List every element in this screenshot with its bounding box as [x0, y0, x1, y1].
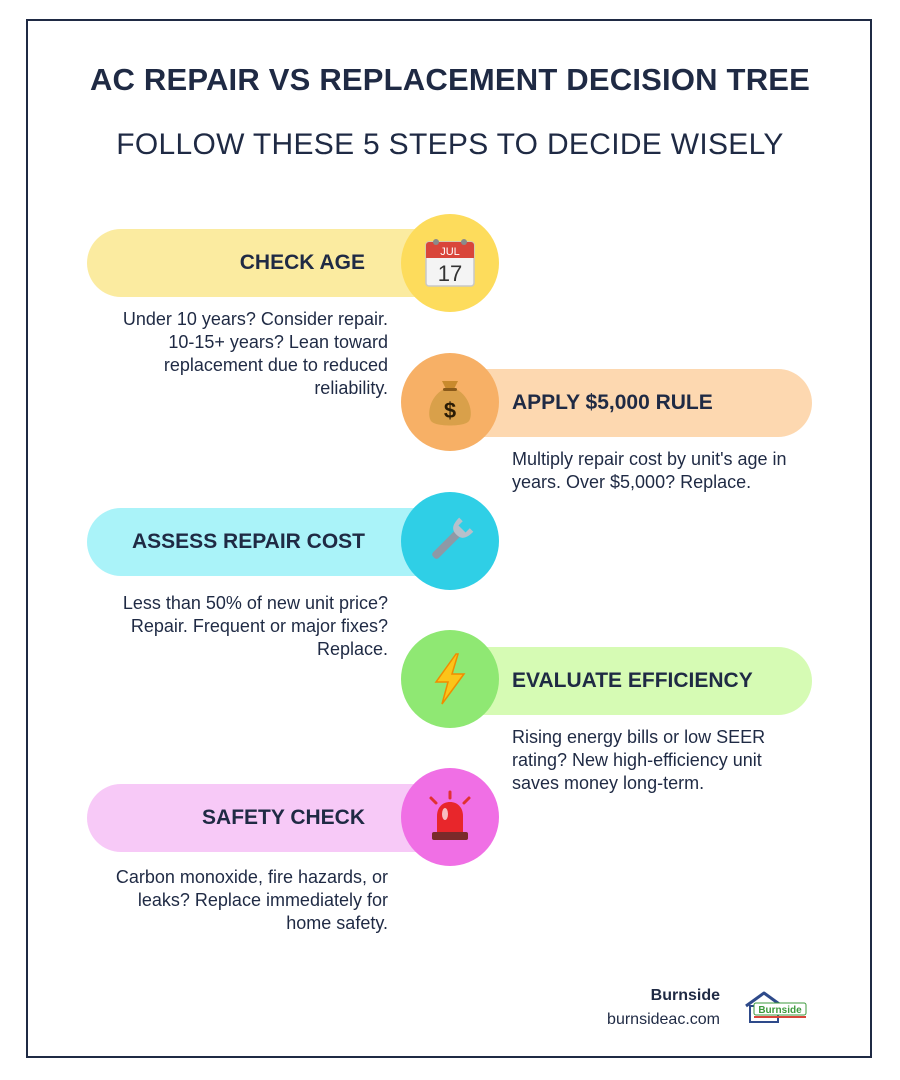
step-title: CHECK AGE [239, 251, 365, 274]
house-logo-icon [742, 990, 808, 1029]
page-subtitle: FOLLOW THESE 5 STEPS TO DECIDE WISELY [116, 128, 784, 161]
logo-text: Burnside [758, 1005, 802, 1016]
siren-icon [423, 790, 477, 844]
money-bag-icon [425, 375, 475, 429]
wrench-icon [423, 514, 477, 568]
step-assess-cost-circle [401, 492, 499, 590]
page-title: AC REPAIR VS REPLACEMENT DECISION TREE [89, 62, 811, 97]
step-check-age-description: Under 10 years? Consider repair. 10-15+ years? Lean toward replacement due to reduced reliability. [122, 309, 388, 398]
brand-url[interactable]: burnsideac.com [607, 1011, 720, 1028]
calendar-day: 17 [437, 261, 463, 286]
step-assess-cost-description: Less than 50% of new unit price? Repair. Frequent or major fixes? Replace. [122, 593, 388, 659]
step-evaluate-efficiency-circle [401, 630, 499, 728]
calendar-icon [423, 236, 477, 290]
step-title: EVALUATE EFFICIENCY [512, 669, 753, 692]
step-title: ASSESS REPAIR COST [132, 530, 365, 553]
step-apply-rule-description: Multiply repair cost by unit's age in years. Over $5,000? Replace. [512, 449, 787, 492]
step-safety-check-description: Carbon monoxide, fire hazards, or leaks? Replace immediately for home safety. [115, 867, 388, 933]
step-evaluate-efficiency-description: Rising energy bills or low SEER rating? New high-efficiency unit saves money long-term. [512, 727, 766, 793]
step-apply-rule-circle [401, 353, 499, 451]
lightning-icon [428, 652, 472, 706]
money-symbol: $ [443, 398, 457, 423]
step-check-age-circle [401, 214, 499, 312]
calendar-month: JUL [440, 246, 460, 258]
step-title: SAFETY CHECK [202, 806, 365, 829]
step-safety-check-circle [401, 768, 499, 866]
brand-name: Burnside [650, 987, 720, 1004]
step-title: APPLY $5,000 RULE [512, 391, 713, 414]
